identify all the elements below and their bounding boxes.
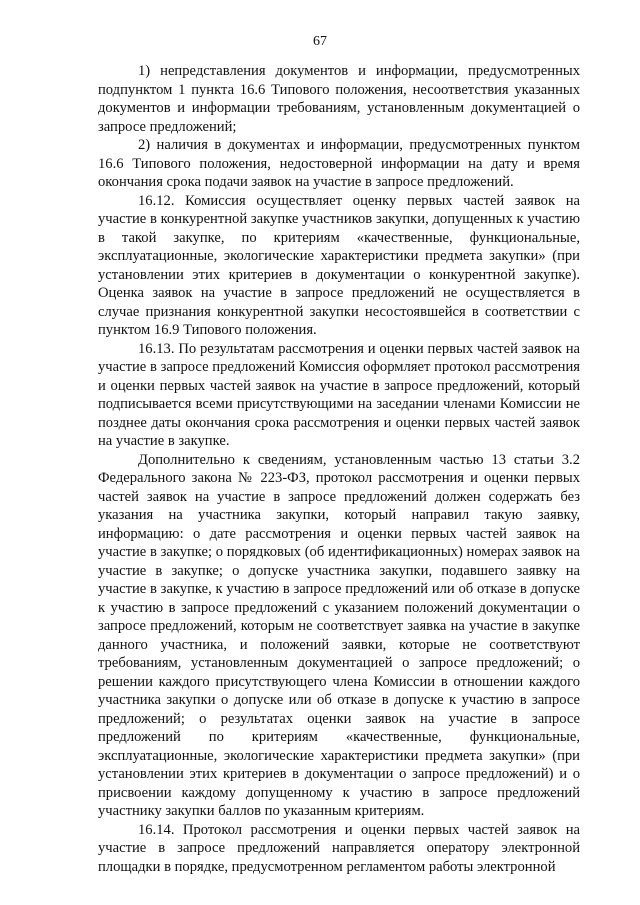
paragraph-16-14: 16.14. Протокол рассмотрения и оценки первых частей заявок на участие в запросе предложений направляется оператору электронной площадки в порядке, предусмотренном регламентом работы электронной [98, 821, 580, 875]
paragraph-item-1: 1) непредставления документов и информации, предусмотренных подпунктом 1 пункта 16.6 Типового положения, несоответствия указанных документов и информации требованиям, установленным документацией о запросе предложений; [98, 63, 580, 135]
paragraph-16-12: 16.12. Комиссия осуществляет оценку первых частей заявок на участие в конкурентной закупке участников закупки, допущенных к участию в такой закупке, по критериям «качественные, функциональные, эксплуатационные, экологические характеристики предмета закупки» (при установлении этих критериев в документации о конкурентной закупке). Оценка заявок на участие в запросе предложений не осуществляется в случае признания конкурентной закупки несостоявшейся в соответствии с пунктом 16.9 Типового положения. [98, 192, 580, 338]
paragraph-16-13: 16.13. По результатам рассмотрения и оценки первых частей заявок на участие в запросе предложений Комиссия оформляет протокол рассмотрения и оценки первых частей заявок на участие в запросе предложений, который подписывается всеми присутствующими на заседании членами Комиссии не позднее даты окончания срока рассмотрения и оценки первых частей заявок на участие в закупке. [98, 340, 580, 449]
paragraph-item-2: 2) наличия в документах и информации, предусмотренных пунктом 16.6 Типового положения, недостоверной информации на дату и время окончания срока подачи заявок на участие в запросе предложений. [98, 137, 580, 190]
paragraph-additional-info: Дополнительно к сведениям, установленным частью 13 статьи 3.2 Федерального закона № 223-ФЗ, протокол рассмотрения и оценки первых частей заявок на участие в запросе предложений должен содержать без указания на участника закупки, который направил такую заявку, информацию: о дате рассмотрения и оценки первых частей заявок на участие в закупке; о порядковых (об идентификационных) номерах заявок на участие в закупке; о допуске участника закупки, подавшего заявку на участие в закупке, к участию в запросе предложений или об отказе в допуске к участию в запросе предложений с указанием положений документации о запросе предложений, которым не соответствует заявка на участие в закупке данного участника, и положений заявки, которые не соответствуют требованиям, установленным документацией о запросе предложений; о решении каждого присутствующего члена Комиссии в отношении каждого участника закупки о допуске или об отказе в допуске к участию в запросе предложений; о результатах оценки заявок на участие в запросе предложений по критериям «качественные, функциональные, эксплуатационные, экологические характеристики предмета закупки» (при установлении этих критериев в документации о запросе предложений) и о присвоении каждому допущенному к участию в запросе предложений участнику закупки баллов по указанным критериям. [98, 451, 580, 819]
document-body [98, 62, 580, 876]
page-number: 67 [313, 34, 327, 49]
